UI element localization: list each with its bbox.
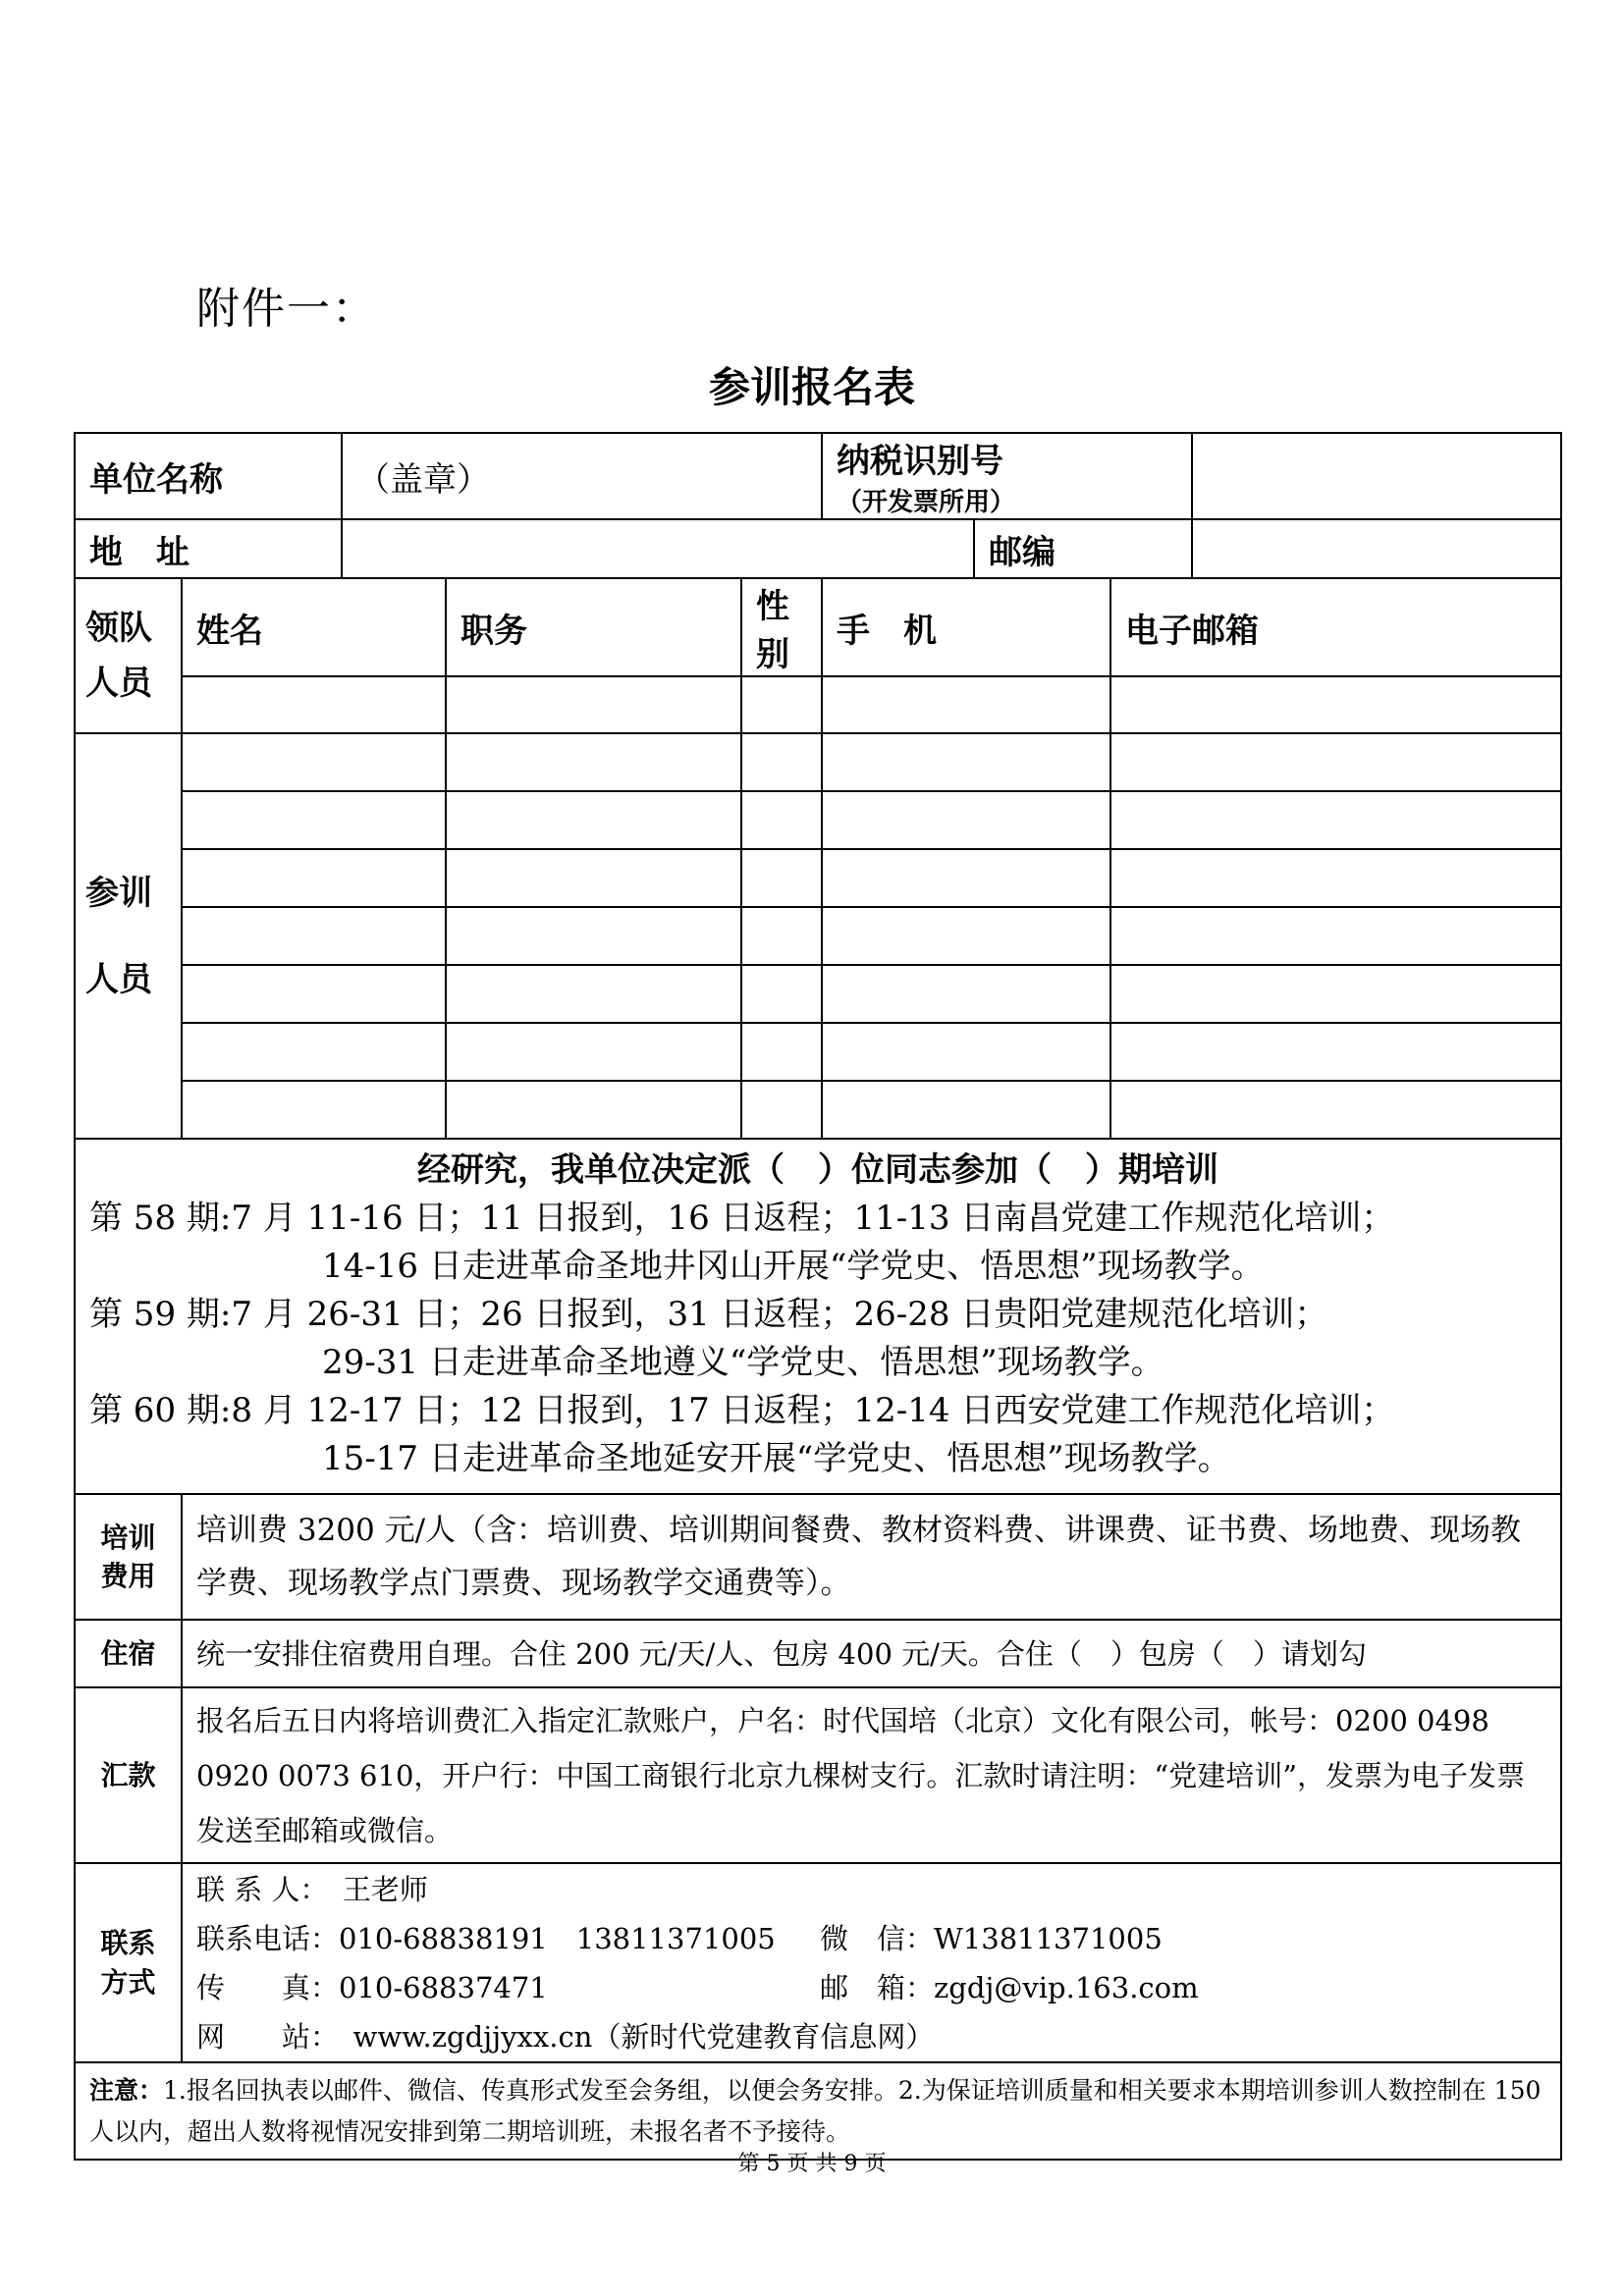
participant-position-cell[interactable] xyxy=(446,733,741,791)
col-mobile: 手 机 xyxy=(822,578,1110,676)
tax-id-hint: （开发票所用） xyxy=(837,488,1016,517)
contact-mail[interactable]: 邮 箱：zgdj@vip.163.com xyxy=(820,1970,1199,2004)
form-title: 参训报名表 xyxy=(708,363,915,411)
contact-site[interactable]: 网 站： www.zgdjjyxx.cn（新时代党建教育信息网） xyxy=(196,2019,935,2054)
fee-label-cell xyxy=(75,1494,182,1620)
participant-row xyxy=(75,965,1561,1023)
tax-id-label-cell xyxy=(822,433,1192,519)
contact-wechat: 微 信：W13811371005 xyxy=(820,1921,1163,1955)
contact-label-1: 联系 xyxy=(100,1927,156,1960)
participant-gender-cell[interactable] xyxy=(741,965,822,1023)
address-label: 地 址 xyxy=(75,519,342,578)
lodging-text: 统一安排住宿费用自理。合住 200 元/天/人、包房 400 元/天。合住（ ）包房（ ）请划勾 xyxy=(182,1620,1561,1687)
leader-mobile-cell[interactable] xyxy=(822,676,1110,733)
unit-name-label: 单位名称 xyxy=(75,433,342,519)
participant-position-cell[interactable] xyxy=(446,1023,741,1081)
participants-label-1: 参训 xyxy=(85,873,152,913)
session-58-line-2: 14-16 日走进革命圣地井冈山开展“学党史、悟思想”现场教学。 xyxy=(322,1247,1265,1286)
lodging-row xyxy=(75,1620,1561,1687)
participant-gender-cell[interactable] xyxy=(741,733,822,791)
participant-name-cell[interactable] xyxy=(182,1023,446,1081)
registration-table xyxy=(74,432,1562,2161)
note-text: 1.报名回执表以邮件、微信、传真形式发至会务组，以便会务安排。2.为保证培训质量和相关要求本期培训参训人数控制在 150 人以内，超出人数将视情况安排到第二期培训班，未报名者不予接待。 xyxy=(89,2075,1542,2146)
note-label: 注意： xyxy=(89,2075,164,2105)
participant-mobile-cell[interactable] xyxy=(822,733,1110,791)
contact-phone: 联系电话：010-68838191 13811371005 xyxy=(196,1921,776,1955)
participant-name-cell[interactable] xyxy=(182,849,446,907)
participant-row xyxy=(75,907,1561,965)
leader-email-cell[interactable] xyxy=(1110,676,1561,733)
page-footer: 第 5 页 共 9 页 xyxy=(737,2152,887,2176)
participant-gender-cell[interactable] xyxy=(741,849,822,907)
participant-mobile-cell[interactable] xyxy=(822,849,1110,907)
participant-position-cell[interactable] xyxy=(446,849,741,907)
participant-name-cell[interactable] xyxy=(182,907,446,965)
note-cell xyxy=(75,2062,1561,2160)
session-59-line-1: 第 59 期:7 月 26-31 日；26 日报到，31 日返程；26-28 日贵阳党建规范化培训； xyxy=(89,1295,1328,1334)
participant-gender-cell[interactable] xyxy=(741,907,822,965)
address-row xyxy=(75,519,1561,578)
sessions-row xyxy=(75,1139,1561,1494)
participant-name-cell[interactable] xyxy=(182,965,446,1023)
contact-fax: 传 真：010-68837471 xyxy=(196,1970,548,2004)
sessions-cell xyxy=(75,1139,1561,1494)
col-name: 姓名 xyxy=(182,578,446,676)
contact-row xyxy=(75,1863,1561,2062)
tax-id-label: 纳税识别号 xyxy=(837,442,1003,481)
participant-position-cell[interactable] xyxy=(446,907,741,965)
participants-label-cell xyxy=(75,733,182,1139)
participant-position-cell[interactable] xyxy=(446,1081,741,1139)
participant-name-cell[interactable] xyxy=(182,733,446,791)
participant-email-cell[interactable] xyxy=(1110,849,1561,907)
participants-label-2: 人员 xyxy=(85,959,152,999)
address-field[interactable] xyxy=(342,519,974,578)
unit-row xyxy=(75,433,1561,519)
fee-row xyxy=(75,1494,1561,1620)
participant-email-cell[interactable] xyxy=(1110,907,1561,965)
postcode-label: 邮编 xyxy=(974,519,1192,578)
decision-text: 经研究，我单位决定派（ ）位同志参加（ ）期培训 xyxy=(417,1150,1219,1190)
unit-name-field[interactable]: （盖章） xyxy=(342,433,822,519)
participant-email-cell[interactable] xyxy=(1110,791,1561,849)
col-email: 电子邮箱 xyxy=(1110,578,1561,676)
participant-mobile-cell[interactable] xyxy=(822,1081,1110,1139)
participant-email-cell[interactable] xyxy=(1110,1023,1561,1081)
contact-person: 联 系 人： 王老师 xyxy=(196,1872,428,1906)
postcode-field[interactable] xyxy=(1192,519,1561,578)
session-60-line-2: 15-17 日走进革命圣地延安开展“学党史、悟思想”现场教学。 xyxy=(322,1439,1231,1478)
fee-label-1: 培训 xyxy=(100,1521,156,1554)
participant-row xyxy=(75,1023,1561,1081)
leader-row xyxy=(75,676,1561,733)
participant-email-cell[interactable] xyxy=(1110,733,1561,791)
col-position: 职务 xyxy=(446,578,741,676)
participant-position-cell[interactable] xyxy=(446,965,741,1023)
leader-position-cell[interactable] xyxy=(446,676,741,733)
participant-gender-cell[interactable] xyxy=(741,1023,822,1081)
participant-gender-cell[interactable] xyxy=(741,791,822,849)
leader-name-cell[interactable] xyxy=(182,676,446,733)
fee-text: 培训费 3200 元/人（含：培训费、培训期间餐费、教材资料费、讲课费、证书费、场地费、现场教学费、现场教学点门票费、现场教学交通费等）。 xyxy=(182,1494,1561,1620)
participant-mobile-cell[interactable] xyxy=(822,1023,1110,1081)
attachment-label: 附件一： xyxy=(196,284,377,334)
participant-mobile-cell[interactable] xyxy=(822,907,1110,965)
participant-gender-cell[interactable] xyxy=(741,1081,822,1139)
participant-row xyxy=(75,733,1561,791)
session-60-line-1: 第 60 期:8 月 12-17 日；12 日报到，17 日返程；12-14 日西安党建工作规范化培训； xyxy=(89,1391,1395,1430)
participant-mobile-cell[interactable] xyxy=(822,965,1110,1023)
leader-gender-cell[interactable] xyxy=(741,676,822,733)
lodging-label: 住宿 xyxy=(75,1620,182,1687)
col-gender: 性别 xyxy=(741,578,822,676)
contact-label-2: 方式 xyxy=(100,1965,156,1999)
remit-row xyxy=(75,1687,1561,1863)
session-58-line-1: 第 58 期:7 月 11-16 日；11 日报到，16 日返程；11-13 日南昌党建工作规范化培训； xyxy=(89,1199,1395,1238)
participant-name-cell[interactable] xyxy=(182,791,446,849)
session-59-line-2: 29-31 日走进革命圣地遵义“学党史、悟思想”现场教学。 xyxy=(322,1343,1164,1382)
participant-email-cell[interactable] xyxy=(1110,965,1561,1023)
note-row xyxy=(75,2062,1561,2160)
participant-name-cell[interactable] xyxy=(182,1081,446,1139)
fee-label-2: 费用 xyxy=(100,1560,156,1592)
participant-mobile-cell[interactable] xyxy=(822,791,1110,849)
participant-row xyxy=(75,1081,1561,1139)
participant-row xyxy=(75,791,1561,849)
remit-label: 汇款 xyxy=(75,1687,182,1863)
remit-text: 报名后五日内将培训费汇入指定汇款账户，户名：时代国培（北京）文化有限公司，帐号：0200 0498 0920 0073 610，开户行：中国工商银行北京九棵树支行。汇款时请注明：“党建培训”，发票为电子发票发送至邮箱或微信。 xyxy=(182,1687,1561,1863)
contact-label-cell xyxy=(75,1863,182,2062)
column-header-row xyxy=(75,578,1561,676)
participant-email-cell[interactable] xyxy=(1110,1081,1561,1139)
tax-id-field[interactable] xyxy=(1192,433,1561,519)
leader-label: 领队人员 xyxy=(75,578,182,733)
participant-position-cell[interactable] xyxy=(446,791,741,849)
participant-row xyxy=(75,849,1561,907)
contact-cell xyxy=(182,1863,1561,2062)
